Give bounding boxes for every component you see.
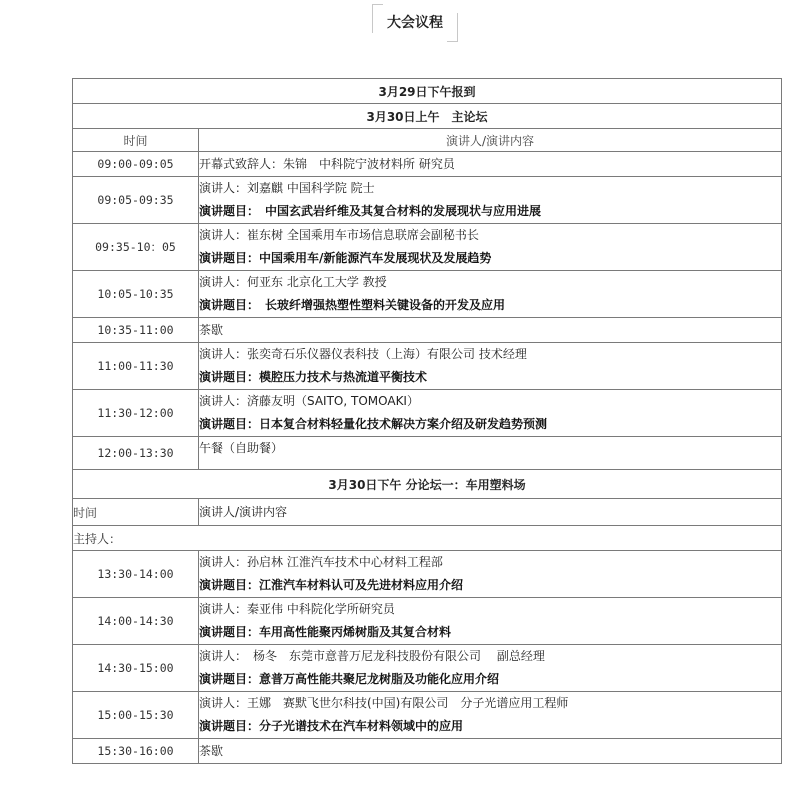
table-row — [73, 437, 782, 470]
topic-line: 演讲题目：车用高性能聚丙烯树脂及其复合材料 — [199, 625, 452, 639]
table-row — [73, 598, 782, 645]
content-cell — [199, 152, 782, 177]
speaker-line: 演讲人：王娜 赛默飞世尔科技(中国)有限公司 分子光谱应用工程师 — [199, 696, 569, 710]
section-morning: 3月30日上午 主论坛 — [73, 104, 782, 129]
afternoon-header-row — [73, 499, 782, 526]
time-cell: 14:00-14:30 — [73, 598, 199, 645]
speaker-line: 演讲人：孙启林 江淮汽车技术中心材料工程部 — [199, 555, 443, 569]
time-cell: 15:30-16:00 — [73, 739, 199, 764]
table-row — [73, 645, 782, 692]
time-cell: 09:05-09:35 — [73, 177, 199, 224]
table-row — [73, 739, 782, 764]
column-header-content — [199, 499, 782, 526]
topic-line: 演讲题目：模腔压力技术与热流道平衡技术 — [199, 370, 428, 384]
page-title: 大会议程 — [387, 15, 443, 31]
table-row — [73, 318, 782, 343]
time-cell: 09:35-10：05 — [73, 224, 199, 271]
table-row — [73, 177, 782, 224]
host-row — [73, 526, 782, 551]
speaker-line: 演讲人： 杨冬 东莞市意普万尼龙科技股份有限公司 副总经理 — [199, 649, 545, 663]
lunch-line: 午餐（自助餐） — [199, 441, 284, 455]
table-row — [73, 271, 782, 318]
table-row — [73, 390, 782, 437]
morning-section-row — [73, 104, 782, 129]
topic-line: 演讲题目： 长玻纤增强热塑性塑料关键设备的开发及应用 — [199, 298, 506, 312]
time-cell: 12:00-13:30 — [73, 437, 199, 470]
column-header-time: 时间 — [73, 499, 199, 526]
speaker-line: 演讲人：张奕奇石乐仪器仪表科技（上海）有限公司 技术经理 — [199, 347, 527, 361]
section-afternoon: 3月30日下午 分论坛一：车用塑料场 — [73, 470, 782, 499]
content-cell — [199, 177, 782, 224]
section-registration: 3月29日下午报到 — [73, 79, 782, 104]
speaker-line: 演讲人：崔东树 全国乘用车市场信息联席会副秘书长 — [199, 228, 479, 242]
speaker-line: 演讲人：秦亚伟 中科院化学所研究员 — [199, 602, 395, 616]
break-line: 茶歇 — [199, 322, 224, 337]
afternoon-section-row — [73, 470, 782, 499]
host-label: 主持人： — [73, 526, 782, 551]
content-cell — [199, 551, 782, 598]
time-cell: 10:35-11:00 — [73, 318, 199, 343]
topic-line: 演讲题目：江淮汽车材料认可及先进材料应用介绍 — [199, 578, 464, 592]
morning-header-row — [73, 129, 782, 152]
time-cell: 09:00-09:05 — [73, 152, 199, 177]
content-cell — [199, 437, 782, 470]
agenda-table — [72, 78, 782, 764]
content-cell — [199, 318, 782, 343]
table-row — [73, 551, 782, 598]
content-cell — [199, 645, 782, 692]
time-cell: 10:05-10:35 — [73, 271, 199, 318]
time-cell: 13:30-14:00 — [73, 551, 199, 598]
column-header-time: 时间 — [73, 129, 199, 152]
content-cell — [199, 390, 782, 437]
table-row — [73, 224, 782, 271]
content-cell — [199, 692, 782, 739]
topic-line: 演讲题目： 中国玄武岩纤维及其复合材料的发展现状与应用进展 — [199, 204, 542, 218]
speaker-line: 演讲人：済藤友明（SAITO, TOMOAKI） — [199, 394, 419, 408]
topic-line: 演讲题目：日本复合材料轻量化技术解决方案介绍及研发趋势预测 — [199, 417, 548, 431]
table-row — [73, 152, 782, 177]
content-cell — [199, 224, 782, 271]
content-cell — [199, 739, 782, 764]
break-line: 茶歇 — [199, 743, 224, 758]
time-cell: 11:30-12:00 — [73, 390, 199, 437]
speaker-line: 演讲人：刘嘉麒 中国科学院 院士 — [199, 181, 375, 195]
time-cell: 11:00-11:30 — [73, 343, 199, 390]
time-cell: 15:00-15:30 — [73, 692, 199, 739]
content-cell — [199, 343, 782, 390]
topic-line: 演讲题目：分子光谱技术在汽车材料领域中的应用 — [199, 719, 464, 733]
registration-row — [73, 79, 782, 104]
speaker-line: 演讲人：何亚东 北京化工大学 教授 — [199, 275, 387, 289]
content-cell — [199, 271, 782, 318]
content-cell — [199, 598, 782, 645]
table-row — [73, 343, 782, 390]
topic-line: 演讲题目：意普万高性能共聚尼龙树脂及功能化应用介绍 — [199, 672, 500, 686]
opening-speech-line: 开幕式致辞人：朱锦 中科院宁波材料所 研究员 — [199, 156, 455, 171]
column-header-content: 演讲人/演讲内容 — [199, 129, 782, 152]
table-row — [73, 692, 782, 739]
title-area — [0, 0, 800, 60]
topic-line: 演讲题目：中国乘用车/新能源汽车发展现状及发展趋势 — [199, 251, 492, 265]
time-cell: 14:30-15:00 — [73, 645, 199, 692]
column-header-content-label: 演讲人/演讲内容 — [199, 504, 288, 519]
